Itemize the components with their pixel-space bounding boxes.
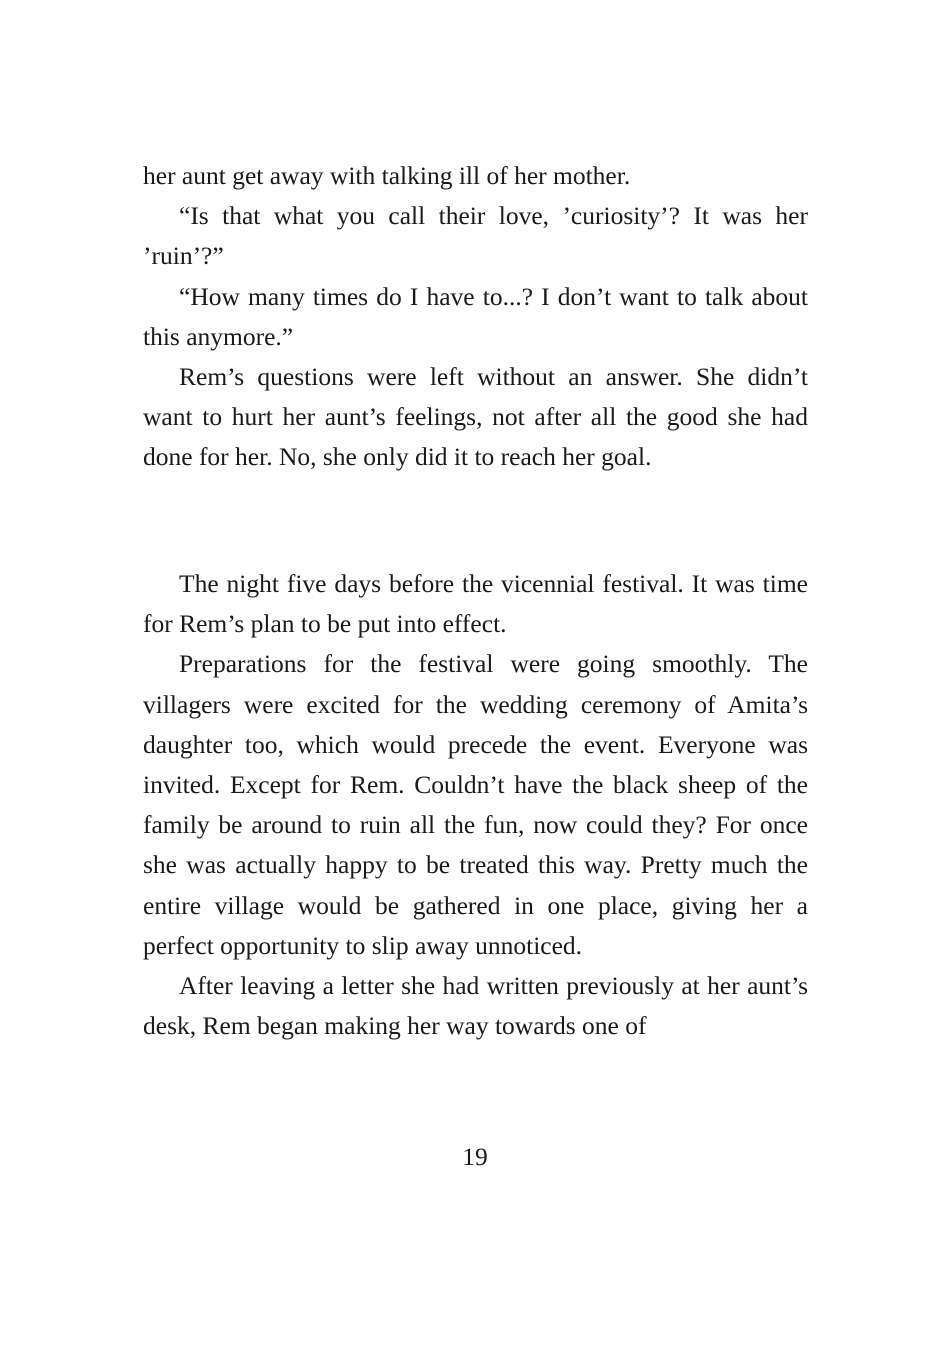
text-section-1	[143, 156, 808, 478]
paragraph-continued: her aunt get away with talking ill of her mother.	[143, 161, 631, 190]
paragraph-dialogue-1: “Is that what you call their love, ’curiosity’? It was her ’ruin’?”	[143, 201, 808, 271]
text-section-2	[143, 564, 808, 1046]
paragraph-letter: After leaving a letter she had written previously at her aunt’s desk, Rem began making her way towards one of	[143, 971, 808, 1041]
paragraph-festival-night: The night five days before the vicennial festival. It was time for Rem’s plan to be put into effect.	[143, 569, 808, 639]
paragraph-narration: Rem’s questions were left without an answer. She didn’t want to hurt her aunt’s feelings, not after all the good she had done for her. No, she only did it to reach her goal.	[143, 362, 808, 472]
page-number: 19	[462, 1142, 488, 1171]
paragraph-dialogue-2: “How many times do I have to...? I don’t want to talk about this anymore.”	[143, 281, 808, 351]
paragraph-preparations: Preparations for the festival were going smoothly. The villagers were excited for the wedding ceremony of Amita’s daughter too, which would precede the event. Everyone was invited. Except for Rem. Couldn’t have the black sheep of the family be around to ruin all the fun, now could they? For once she was actually happy to be treated this way. Pretty much the entire village would be gathered in one place, giving her a perfect opportunity to slip away unnoticed.	[143, 649, 808, 960]
